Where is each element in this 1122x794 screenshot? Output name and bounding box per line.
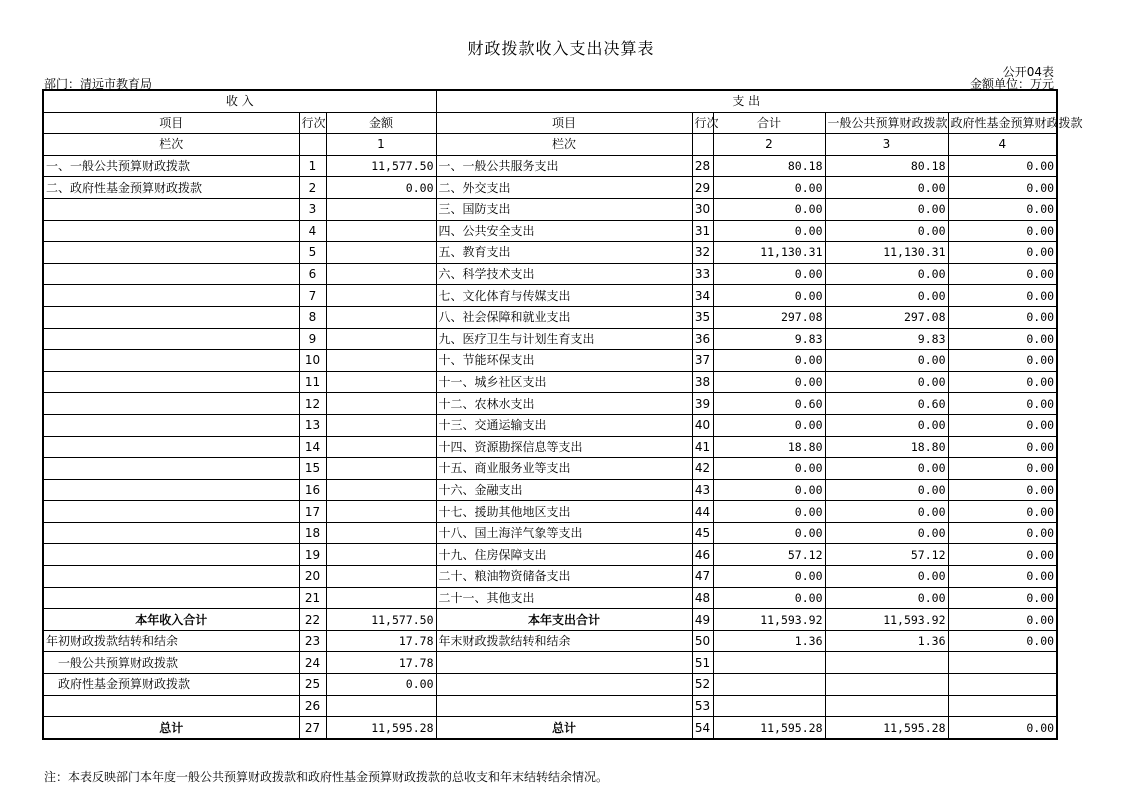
empty-cell	[299, 134, 326, 156]
table-row	[43, 566, 1057, 588]
income-item-cell	[43, 436, 299, 458]
expense-line-cell: 41	[692, 436, 713, 458]
expense-line-cell: 53	[692, 695, 713, 717]
expense-general-cell: 0.00	[825, 263, 948, 285]
income-line-cell: 7	[299, 285, 326, 307]
income-amount-cell	[326, 522, 436, 544]
income-amount-cell	[326, 458, 436, 480]
expense-general-header: 一般公共预算财政拨款	[825, 112, 948, 134]
expense-fund-cell: 0.00	[948, 263, 1057, 285]
expense-line-cell: 35	[692, 306, 713, 328]
expense-fund-cell: 0.00	[948, 436, 1057, 458]
expense-general-cell: 11,595.28	[825, 717, 948, 739]
income-line-cell: 16	[299, 479, 326, 501]
expense-item-cell	[436, 674, 692, 696]
income-amount-cell: 0.00	[326, 177, 436, 199]
income-amount-cell: 11,595.28	[326, 717, 436, 739]
expense-line-cell: 54	[692, 717, 713, 739]
income-amount-cell	[326, 414, 436, 436]
expense-general-cell: 0.00	[825, 501, 948, 523]
expense-general-cell: 0.00	[825, 371, 948, 393]
income-amount-cell: 17.78	[326, 630, 436, 652]
income-item-cell: 年初财政拨款结转和结余	[43, 630, 299, 652]
expense-total-cell: 11,593.92	[713, 609, 825, 631]
income-group-header: 收 入	[43, 90, 436, 112]
income-line-cell: 13	[299, 414, 326, 436]
income-amount-cell	[326, 436, 436, 458]
income-amount-cell	[326, 695, 436, 717]
expense-general-cell	[825, 674, 948, 696]
expense-line-cell: 37	[692, 350, 713, 372]
expense-line-cell: 33	[692, 263, 713, 285]
expense-total-cell: 0.00	[713, 458, 825, 480]
income-line-cell: 14	[299, 436, 326, 458]
expense-line-cell: 30	[692, 198, 713, 220]
income-line-cell: 22	[299, 609, 326, 631]
expense-item-cell	[436, 695, 692, 717]
budget-table	[42, 89, 1083, 740]
expense-total-cell	[713, 674, 825, 696]
income-line-cell: 12	[299, 393, 326, 415]
expense-line-cell: 32	[692, 242, 713, 264]
expense-total-cell: 0.00	[713, 220, 825, 242]
expense-item-cell: 八、社会保障和就业支出	[436, 306, 692, 328]
income-item-cell	[43, 220, 299, 242]
income-amount-cell: 17.78	[326, 652, 436, 674]
income-line-cell: 9	[299, 328, 326, 350]
table-row	[43, 544, 1057, 566]
col-index-2: 2	[713, 134, 825, 156]
income-line-cell: 23	[299, 630, 326, 652]
income-item-cell: 二、政府性基金预算财政拨款	[43, 177, 299, 199]
expense-general-cell: 0.00	[825, 414, 948, 436]
income-amount-cell	[326, 501, 436, 523]
income-item-cell: 一般公共预算财政拨款	[43, 652, 299, 674]
expense-col-label: 栏次	[436, 134, 692, 156]
income-item-cell	[43, 328, 299, 350]
table-row	[43, 263, 1057, 285]
income-item-cell: 政府性基金预算财政拨款	[43, 674, 299, 696]
income-line-cell: 17	[299, 501, 326, 523]
expense-total-cell: 0.00	[713, 350, 825, 372]
expense-item-cell: 一、一般公共服务支出	[436, 155, 692, 177]
expense-item-cell: 年末财政拨款结转和结余	[436, 630, 692, 652]
income-line-cell: 27	[299, 717, 326, 739]
income-amount-cell	[326, 198, 436, 220]
expense-item-cell: 十七、援助其他地区支出	[436, 501, 692, 523]
expense-fund-cell: 0.00	[948, 350, 1057, 372]
expense-item-cell: 四、公共安全支出	[436, 220, 692, 242]
expense-total-cell: 57.12	[713, 544, 825, 566]
income-amount-cell	[326, 587, 436, 609]
income-line-cell: 26	[299, 695, 326, 717]
expense-general-cell: 0.00	[825, 220, 948, 242]
income-line-cell: 11	[299, 371, 326, 393]
income-line-cell: 4	[299, 220, 326, 242]
expense-general-cell: 0.00	[825, 350, 948, 372]
expense-general-cell: 9.83	[825, 328, 948, 350]
expense-item-cell: 十四、资源勘探信息等支出	[436, 436, 692, 458]
expense-total-cell: 9.83	[713, 328, 825, 350]
expense-general-cell: 0.00	[825, 458, 948, 480]
income-line-cell: 1	[299, 155, 326, 177]
income-amount-cell: 0.00	[326, 674, 436, 696]
income-item-cell	[43, 458, 299, 480]
expense-general-cell: 0.00	[825, 198, 948, 220]
expense-general-cell: 57.12	[825, 544, 948, 566]
table-row	[43, 587, 1057, 609]
form-number: 公开04表	[1002, 65, 1054, 79]
expense-item-cell: 十八、国土海洋气象等支出	[436, 522, 692, 544]
income-amount-cell	[326, 242, 436, 264]
expense-item-cell: 七、文化体育与传媒支出	[436, 285, 692, 307]
expense-total-cell: 0.60	[713, 393, 825, 415]
column-header-row	[43, 112, 1057, 134]
expense-total-cell: 0.00	[713, 522, 825, 544]
table-row	[43, 609, 1057, 631]
amount-unit-label: 金额单位：万元	[969, 77, 1054, 91]
expense-item-cell: 五、教育支出	[436, 242, 692, 264]
income-line-cell: 3	[299, 198, 326, 220]
income-line-cell: 10	[299, 350, 326, 372]
expense-fund-cell: 0.00	[948, 609, 1057, 631]
income-line-header: 行次	[299, 112, 326, 134]
expense-line-cell: 39	[692, 393, 713, 415]
income-item-cell	[43, 695, 299, 717]
expense-fund-cell: 0.00	[948, 177, 1057, 199]
expense-total-cell: 0.00	[713, 198, 825, 220]
expense-total-cell: 1.36	[713, 630, 825, 652]
table-row	[43, 198, 1057, 220]
expense-fund-cell: 0.00	[948, 328, 1057, 350]
income-item-cell	[43, 587, 299, 609]
income-amount-cell	[326, 566, 436, 588]
income-col-label: 栏次	[43, 134, 299, 156]
expense-line-cell: 34	[692, 285, 713, 307]
department-label: 部门：清远市教育局	[44, 77, 153, 91]
expense-total-cell: 0.00	[713, 414, 825, 436]
table-row	[43, 306, 1057, 328]
expense-total-cell	[713, 652, 825, 674]
income-line-cell: 15	[299, 458, 326, 480]
income-line-cell: 8	[299, 306, 326, 328]
income-item-cell	[43, 566, 299, 588]
table-row	[43, 695, 1057, 717]
expense-item-cell: 本年支出合计	[436, 609, 692, 631]
expense-line-cell: 46	[692, 544, 713, 566]
income-item-cell	[43, 306, 299, 328]
income-item-cell	[43, 371, 299, 393]
income-line-cell: 25	[299, 674, 326, 696]
expense-fund-cell: 0.00	[948, 479, 1057, 501]
expense-fund-cell: 0.00	[948, 501, 1057, 523]
income-line-cell: 18	[299, 522, 326, 544]
income-item-cell	[43, 285, 299, 307]
table-row	[43, 350, 1057, 372]
expense-total-cell: 0.00	[713, 285, 825, 307]
table-row	[43, 436, 1057, 458]
expense-fund-cell	[948, 695, 1057, 717]
expense-item-header: 项目	[436, 112, 692, 134]
income-item-header: 项目	[43, 112, 299, 134]
table-row	[43, 242, 1057, 264]
expense-fund-header: 政府性基金预算财政拨款	[948, 112, 1057, 134]
expense-item-cell: 十九、住房保障支出	[436, 544, 692, 566]
expense-group-header: 支 出	[436, 90, 1057, 112]
expense-item-cell: 十三、交通运输支出	[436, 414, 692, 436]
income-item-cell: 本年收入合计	[43, 609, 299, 631]
expense-fund-cell: 0.00	[948, 544, 1057, 566]
expense-total-cell: 18.80	[713, 436, 825, 458]
expense-general-cell: 297.08	[825, 306, 948, 328]
income-amount-cell	[326, 263, 436, 285]
expense-total-cell: 0.00	[713, 566, 825, 588]
table-row	[43, 328, 1057, 350]
expense-line-cell: 44	[692, 501, 713, 523]
expense-line-cell: 29	[692, 177, 713, 199]
income-amount-cell	[326, 479, 436, 501]
expense-fund-cell: 0.00	[948, 242, 1057, 264]
expense-general-cell	[825, 652, 948, 674]
income-amount-header: 金额	[326, 112, 436, 134]
expense-item-cell: 九、医疗卫生与计划生育支出	[436, 328, 692, 350]
income-amount-cell	[326, 306, 436, 328]
expense-fund-cell: 0.00	[948, 587, 1057, 609]
table-row	[43, 652, 1057, 674]
table-row	[43, 220, 1057, 242]
expense-total-cell: 297.08	[713, 306, 825, 328]
expense-general-cell: 0.00	[825, 566, 948, 588]
income-item-cell: 一、一般公共预算财政拨款	[43, 155, 299, 177]
expense-fund-cell: 0.00	[948, 717, 1057, 739]
expense-general-cell	[825, 695, 948, 717]
income-line-cell: 24	[299, 652, 326, 674]
table-row	[43, 717, 1057, 739]
table-body	[43, 155, 1057, 739]
expense-fund-cell: 0.00	[948, 155, 1057, 177]
expense-general-cell: 80.18	[825, 155, 948, 177]
income-line-cell: 21	[299, 587, 326, 609]
income-line-cell: 19	[299, 544, 326, 566]
expense-line-header: 行次	[692, 112, 713, 134]
expense-line-cell: 50	[692, 630, 713, 652]
income-line-cell: 6	[299, 263, 326, 285]
income-item-cell	[43, 263, 299, 285]
expense-fund-cell: 0.00	[948, 306, 1057, 328]
expense-line-cell: 42	[692, 458, 713, 480]
expense-fund-cell	[948, 652, 1057, 674]
expense-total-cell	[713, 695, 825, 717]
income-item-cell	[43, 479, 299, 501]
expense-general-cell: 0.00	[825, 285, 948, 307]
expense-fund-cell: 0.00	[948, 198, 1057, 220]
expense-item-cell: 三、国防支出	[436, 198, 692, 220]
expense-general-cell: 1.36	[825, 630, 948, 652]
col-index-1: 1	[326, 134, 436, 156]
expense-general-cell: 0.00	[825, 587, 948, 609]
table-row	[43, 414, 1057, 436]
income-item-cell	[43, 544, 299, 566]
expense-total-cell: 0.00	[713, 263, 825, 285]
income-item-cell	[43, 522, 299, 544]
income-amount-cell	[326, 328, 436, 350]
expense-item-cell: 十六、金融支出	[436, 479, 692, 501]
income-amount-cell: 11,577.50	[326, 609, 436, 631]
expense-line-cell: 38	[692, 371, 713, 393]
income-item-cell	[43, 350, 299, 372]
income-amount-cell	[326, 285, 436, 307]
expense-fund-cell: 0.00	[948, 566, 1057, 588]
expense-item-cell: 二、外交支出	[436, 177, 692, 199]
footnote: 注：本表反映部门本年度一般公共预算财政拨款和政府性基金预算财政拨款的总收支和年末结转结余情况。	[44, 770, 609, 784]
expense-line-cell: 40	[692, 414, 713, 436]
expense-total-cell: 0.00	[713, 177, 825, 199]
expense-item-cell: 二十、粮油物资储备支出	[436, 566, 692, 588]
expense-line-cell: 51	[692, 652, 713, 674]
income-line-cell: 2	[299, 177, 326, 199]
income-item-cell	[43, 198, 299, 220]
expense-line-cell: 47	[692, 566, 713, 588]
expense-total-header: 合计	[713, 112, 825, 134]
expense-fund-cell: 0.00	[948, 393, 1057, 415]
table-row	[43, 177, 1057, 199]
expense-general-cell: 0.00	[825, 177, 948, 199]
table-row	[43, 522, 1057, 544]
expense-fund-cell: 0.00	[948, 630, 1057, 652]
income-amount-cell	[326, 220, 436, 242]
table-row	[43, 458, 1057, 480]
income-amount-cell: 11,577.50	[326, 155, 436, 177]
expense-line-cell: 36	[692, 328, 713, 350]
expense-item-cell: 十一、城乡社区支出	[436, 371, 692, 393]
income-amount-cell	[326, 544, 436, 566]
expense-line-cell: 52	[692, 674, 713, 696]
col-index-4: 4	[948, 134, 1057, 156]
income-line-cell: 5	[299, 242, 326, 264]
expense-fund-cell: 0.00	[948, 414, 1057, 436]
income-item-cell	[43, 501, 299, 523]
expense-item-cell: 总计	[436, 717, 692, 739]
expense-line-cell: 45	[692, 522, 713, 544]
income-amount-cell	[326, 393, 436, 415]
expense-total-cell: 11,130.31	[713, 242, 825, 264]
table-row	[43, 155, 1057, 177]
table-row	[43, 371, 1057, 393]
expense-item-cell: 二十一、其他支出	[436, 587, 692, 609]
table-row	[43, 285, 1057, 307]
expense-fund-cell: 0.00	[948, 371, 1057, 393]
expense-total-cell: 11,595.28	[713, 717, 825, 739]
expense-general-cell: 0.60	[825, 393, 948, 415]
income-amount-cell	[326, 371, 436, 393]
expense-item-cell: 十五、商业服务业等支出	[436, 458, 692, 480]
expense-total-cell: 0.00	[713, 479, 825, 501]
expense-general-cell: 0.00	[825, 479, 948, 501]
expense-line-cell: 49	[692, 609, 713, 631]
expense-general-cell: 0.00	[825, 522, 948, 544]
table-row	[43, 393, 1057, 415]
expense-fund-cell: 0.00	[948, 458, 1057, 480]
table-row	[43, 630, 1057, 652]
table-row	[43, 674, 1057, 696]
expense-item-cell: 十二、农林水支出	[436, 393, 692, 415]
expense-fund-cell: 0.00	[948, 285, 1057, 307]
column-index-row	[43, 134, 1057, 156]
expense-general-cell: 11,130.31	[825, 242, 948, 264]
table-row	[43, 501, 1057, 523]
income-item-cell	[43, 414, 299, 436]
income-item-cell: 总计	[43, 717, 299, 739]
expense-item-cell: 六、科学技术支出	[436, 263, 692, 285]
income-amount-cell	[326, 350, 436, 372]
expense-general-cell: 18.80	[825, 436, 948, 458]
income-item-cell	[43, 242, 299, 264]
income-item-cell	[43, 393, 299, 415]
expense-item-cell: 十、节能环保支出	[436, 350, 692, 372]
expense-total-cell: 0.00	[713, 587, 825, 609]
expense-line-cell: 43	[692, 479, 713, 501]
expense-fund-cell: 0.00	[948, 220, 1057, 242]
expense-total-cell: 80.18	[713, 155, 825, 177]
col-index-3: 3	[825, 134, 948, 156]
income-line-cell: 20	[299, 566, 326, 588]
table-row	[43, 479, 1057, 501]
expense-line-cell: 31	[692, 220, 713, 242]
expense-item-cell	[436, 652, 692, 674]
expense-total-cell: 0.00	[713, 501, 825, 523]
empty-cell	[692, 134, 713, 156]
expense-fund-cell	[948, 674, 1057, 696]
expense-total-cell: 0.00	[713, 371, 825, 393]
expense-line-cell: 28	[692, 155, 713, 177]
expense-general-cell: 11,593.92	[825, 609, 948, 631]
expense-fund-cell: 0.00	[948, 522, 1057, 544]
expense-line-cell: 48	[692, 587, 713, 609]
group-header-row	[43, 90, 1057, 112]
page-title: 财政拨款收入支出决算表	[467, 39, 655, 58]
